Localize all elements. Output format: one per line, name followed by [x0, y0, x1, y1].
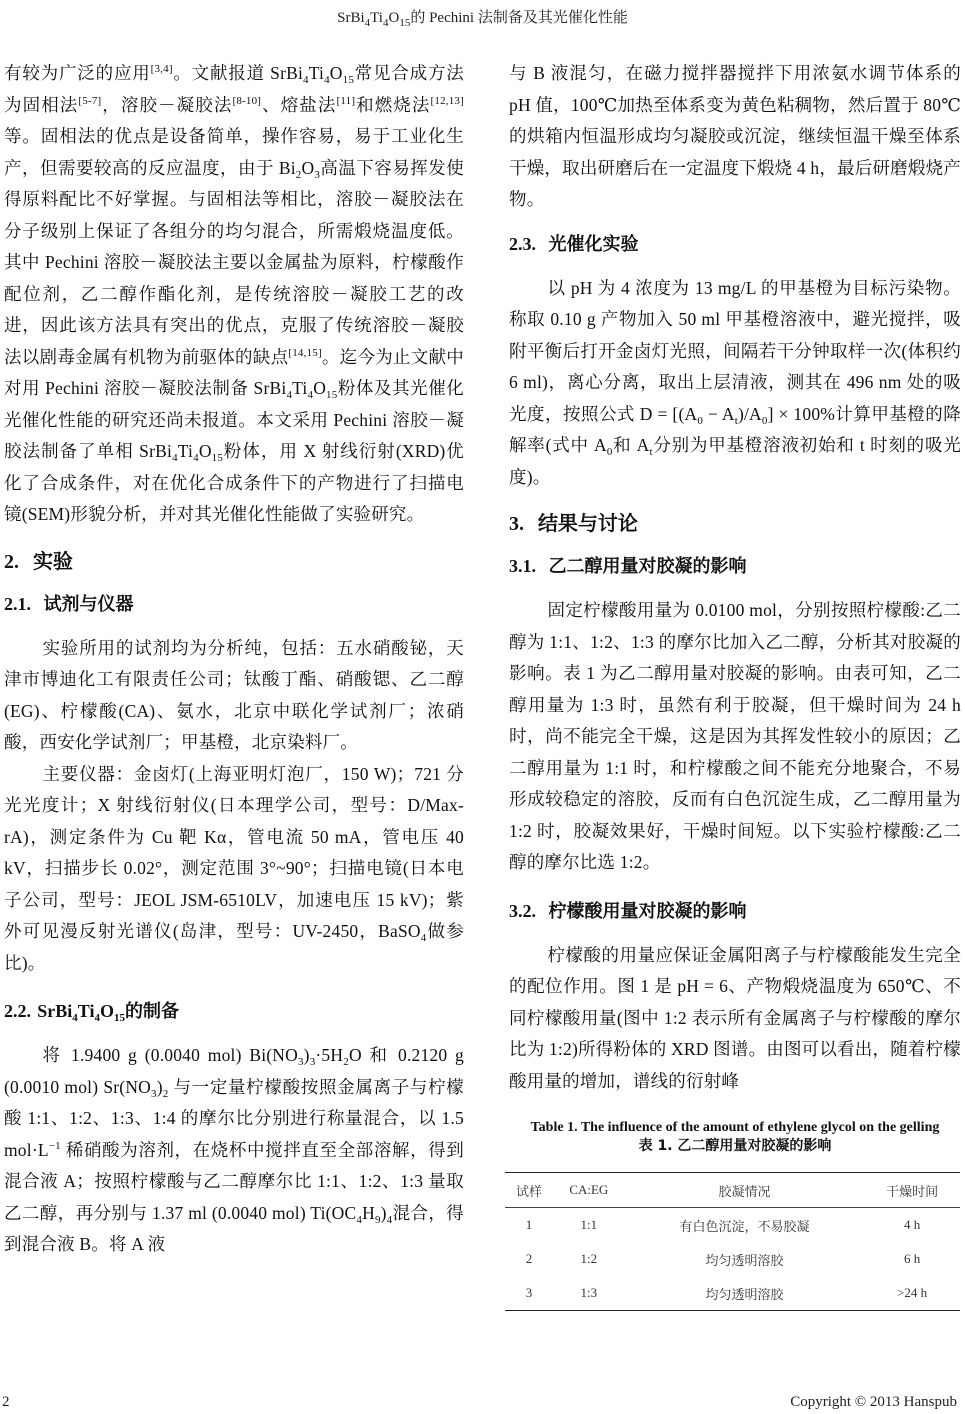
reagents-paragraph: 实验所用的试剂均为分析纯，包括：五水硝酸铋，天津市博迪化工有限责任公司；钛酸丁酯、硝酸锶、乙二醇(EG)、柠檬酸(CA)、氨水，北京中联化学试剂厂；浓硝酸，西安化学试剂厂；甲基橙，北京染料厂。 [4, 637, 464, 752]
ca-effect-paragraph: 柠檬酸的用量应保证金属阳离子与柠檬酸能发生完全的配位作用。图 1 是 pH = 6、产物煅烧温度为 650℃、不同柠檬酸用量(图中 1:2 表示所有金属离子与柠檬酸的摩尔比为 1:2)所得粉体的 XRD 图谱。由图可以看出，随着柠檬酸用量的增加，谱线的衍射峰 [509, 944, 961, 1091]
right-column [509, 58, 961, 1311]
table-cell: 1:3 [580, 1285, 598, 1300]
instruments-paragraph: 主要仪器：金卤灯(上海亚明灯泡厂，150 W)；721 分光光度计；X 射线衍射仪(日本理学公司，型号：D/Max-rA)，测定条件为 Cu 靶 Kα，管电流 50 mA，管电压 40 kV，扫描步长 0.02°，测定范围 3°~90°；扫描电镜(日本电子公司，型号：JEOL JSM-6510LV，加速电压 15 kV)；紫外可见漫反射光谱仪(岛津，型号：UV-2450，BaSO$_4$做参比)。 [4, 763, 465, 973]
intro-paragraph: 有较为广泛的应用[3,4]。文献报道 $SrBi_4Ti_4O_{15}$常见合成方法为固相法[5-7]，溶胶－凝胶法[8-10]、熔盐法[11]和燃烧法[12,13]等。固相法的优点是设备简单，操作容易，易于工业化生产，但需要较高的反应温度，由于 $Bi_2O_3$高温下容易挥发使得原料配比不好掌握。与固相法等相比，溶胶－凝胶法在分子级别上保证了各组分的均匀混合，所需煅烧温度低。其中 Pechini 溶胶－凝胶法主要以金属盐为原料，柠檬酸作配位剂，乙二醇作酯化剂，是传统溶胶－凝胶工艺的改进，因此该方法具有突出的优点，克服了传统溶胶－凝胶法以剧毒金属有机物为前驱体的缺点[14,15]。迄今为止文献中对用 Pechini 溶胶－凝胶法制备 $SrBi_4Ti_4O_{15}$粉体及其光催化光催化性能的研究还尚未报道。本文采用 Pechini 溶胶－凝胶法制备了单相 $SrBi_4Ti_4O_{15}$粉体，用 X 射线衍射(XRD)优化了合成条件，对在优化合成条件下的产物进行了扫描电镜(SEM)形貌分析，并对其光催化性能做了实验研究。 [4, 63, 464, 524]
preparation-continued-paragraph: 与 B 液混匀，在磁力搅拌器搅拌下用浓氨水调节体系的 pH 值，100℃加热至体系变为黄色粘稠物，然后置于 80℃的烘箱内恒温形成均匀凝胶或沉淀，继续恒温干燥至体系干燥，取出研磨后在一定温度下煅烧 4 h，最后研磨煅烧产物。 [509, 63, 961, 209]
table-cell: 1:1 [580, 1217, 598, 1232]
subsection-heading-eg-effect: 3.1. 乙二醇用量对胶凝的影响 [509, 556, 747, 577]
subsection-heading-preparation: 2.2. $SrBi_4Ti_4O_{15}$的制备 [4, 1001, 179, 1024]
page-number: 2 [2, 1394, 10, 1410]
table-cell: 1:2 [580, 1251, 598, 1266]
table-row [505, 1276, 960, 1311]
section-heading-results: 3. 结果与讨论 [509, 511, 638, 535]
citation[interactable]: [12,13] [430, 94, 464, 107]
citation[interactable]: [11] [336, 94, 356, 107]
running-header: $SrBi_4Ti_4O_{15}$的 Pechini 法制备及其光催化性能 [337, 10, 628, 29]
table-caption-en: Table 1. The influence of the amount of ethylene glycol on the gelling [530, 1120, 940, 1135]
table-row [505, 1242, 960, 1276]
table-cell: 2 [525, 1251, 533, 1266]
table-cell: 均匀透明溶胶 [705, 1252, 784, 1268]
table-cell: 3 [525, 1285, 533, 1300]
column-header: 试样 [515, 1183, 542, 1199]
subsection-heading-ca-effect: 3.2. 柠檬酸用量对胶凝的影响 [509, 900, 747, 922]
subsection-heading-photocatalysis: 2.3. 光催化实验 [509, 233, 639, 255]
subsection-heading-reagents: 2.1. 试剂与仪器 [4, 593, 134, 615]
column-header: 干燥时间 [886, 1183, 939, 1199]
table-row [505, 1208, 960, 1243]
column-header: 胶凝情况 [718, 1183, 771, 1199]
table-cell: 1 [525, 1217, 533, 1232]
section-heading-experiment: 2. 实验 [4, 548, 73, 573]
column-header: CA:EG [569, 1182, 609, 1197]
table-cell: 6 h [903, 1251, 921, 1266]
left-column [4, 58, 464, 1261]
table-cell: 有白色沉淀，不易胶凝 [679, 1218, 810, 1234]
table-caption-zh: 表 1. 乙二醇用量对胶凝的影响 [638, 1138, 832, 1154]
table-header-row [505, 1173, 960, 1208]
eg-effect-paragraph: 固定柠檬酸用量为 0.0100 mol，分别按照柠檬酸:乙二醇为 1:1、1:2、1:3 的摩尔比加入乙二醇，分析其对胶凝的影响。表 1 为乙二醇用量对胶凝的影响。由表可知，乙二醇用量为 1:3 时，虽然有利于胶凝，但干燥时间为 24 h 时，尚不能完全干燥，这是因为其挥发性较小的原因；乙二醇用量为 1:1 时，和柠檬酸之间不能充分地聚合，不易形成较稳定的溶胶，反而有白色沉淀生成，乙二醇用量为 1:2 时，胶凝效果好，干燥时间短。以下实验柠檬酸:乙二醇的摩尔比选 1:2。 [509, 600, 961, 872]
citation[interactable]: [5-7] [78, 94, 102, 107]
table-cell: 4 h [903, 1217, 921, 1232]
citation[interactable]: [14,15] [288, 346, 322, 359]
photocatalysis-paragraph: 以 pH 为 4 浓度为 13 mg/L 的甲基橙为目标污染物。称取 0.10 g 产物加入 50 ml 甲基橙溶液中，避光搅拌，吸附平衡后打开金卤灯光照，间隔若干分钟取样一次(体积约 6 ml)，离心分离，取出上层清液，测其在 496 nm 处的吸光度，按照公式 $D = [(A_0 - A_t)/A_0] \times 100\%$计算甲基橙的降解率(式中 $A_0$和 $A_t$分别为甲基橙溶液初始和 t 时刻的吸光度)。 [509, 277, 961, 487]
citation[interactable]: [8-10] [232, 94, 262, 107]
table-cell: 均匀透明溶胶 [705, 1286, 784, 1302]
citation[interactable]: [3,4] [150, 63, 173, 75]
table-eg-gelling [505, 1172, 960, 1311]
preparation-paragraph: 将 1.9400 g (0.0040 mol) $Bi(NO_3)_3\cdot 5H_2O$ 和 0.2120 g (0.0010 mol) $Sr(NO_3)_2$ 与一定量柠檬酸按照金属离子与柠檬酸 1:1、1:2、1:3、1:4 的摩尔比分别进行称量混合，以 1.5 $mol\cdot L^{-1}$ 稀硝酸为溶剂，在烧杯中搅拌直至全部溶解，得到混合液 A；按照柠檬酸与乙二醇摩尔比 1:1、1:2、1:3 量取乙二醇，再分别与 1.37 ml (0.0040 mol) $Ti(OC_4H_9)_4$混合，得到混合液 B。将 A 液 [4, 1045, 464, 1254]
table-cell: >24 h [897, 1285, 928, 1300]
copyright-notice: Copyright © 2013 Hanspub [790, 1394, 957, 1410]
